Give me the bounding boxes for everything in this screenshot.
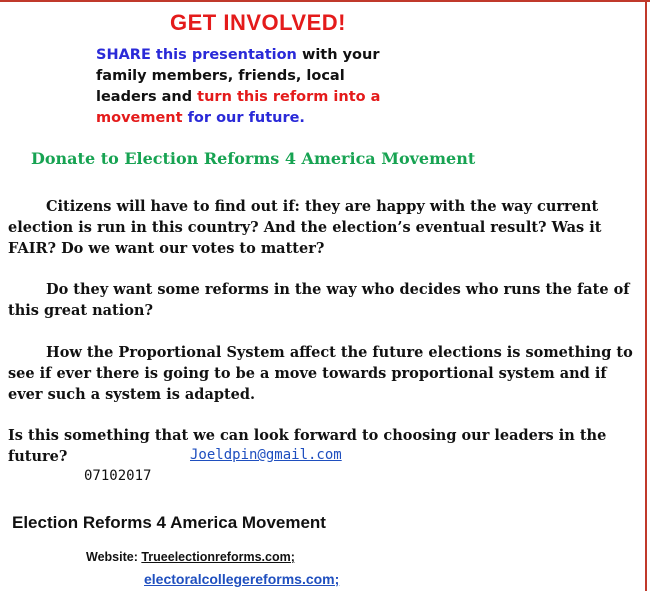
website-line <box>86 550 295 564</box>
get-involved-message <box>96 45 436 129</box>
electoral-college-link[interactable]: electoralcollegereforms.com; <box>144 571 340 587</box>
turn-reform-text: turn this reform into a <box>197 89 381 105</box>
get-involved-title: GET INVOLVED! <box>170 10 346 35</box>
footer-title: Election Reforms 4 America Movement <box>12 513 326 532</box>
paragraph-citizens-text: Citizens will have to find out if: they are happy with the way current election is run in this country? And the election’s eventual result? Was it FAIR? Do we want our votes to matter? <box>8 198 602 257</box>
donate-heading[interactable]: Donate to Election Reforms 4 America Movement <box>31 149 476 168</box>
share-text: SHARE this presentation <box>96 47 297 63</box>
future-text: for our future. <box>182 110 305 126</box>
website-label: Website: <box>86 550 142 564</box>
get-involved-line-4 <box>96 108 436 129</box>
paragraph-proportional <box>8 342 644 405</box>
paragraph-question: Is this something that we can look forward to choosing our leaders in the future? <box>8 427 607 465</box>
get-involved-line-2: family members, friends, local <box>96 68 345 84</box>
paragraph-proportional-text: How the Proportional System affect the future elections is something to see if ever there is going to be a move towards proportional system and if ever such a system is adapted. <box>8 344 633 403</box>
email-link[interactable]: Joeldpin@gmail.com <box>190 447 342 463</box>
page-frame-top-border <box>0 0 650 2</box>
paragraph-citizens <box>8 196 644 259</box>
get-involved-line-1 <box>96 45 436 66</box>
paragraph-reforms-text: Do they want some reforms in the way who decides who runs the fate of this great nation? <box>8 281 630 319</box>
leaders-text: leaders and <box>96 89 198 105</box>
paragraph-reforms <box>8 279 644 321</box>
share-text-rest: with your <box>296 47 380 63</box>
date-stamp: 07102017 <box>84 468 152 484</box>
movement-text: movement <box>96 110 183 126</box>
website-link[interactable]: Trueelectionreforms.com; <box>141 550 295 564</box>
get-involved-line-3 <box>96 87 436 108</box>
